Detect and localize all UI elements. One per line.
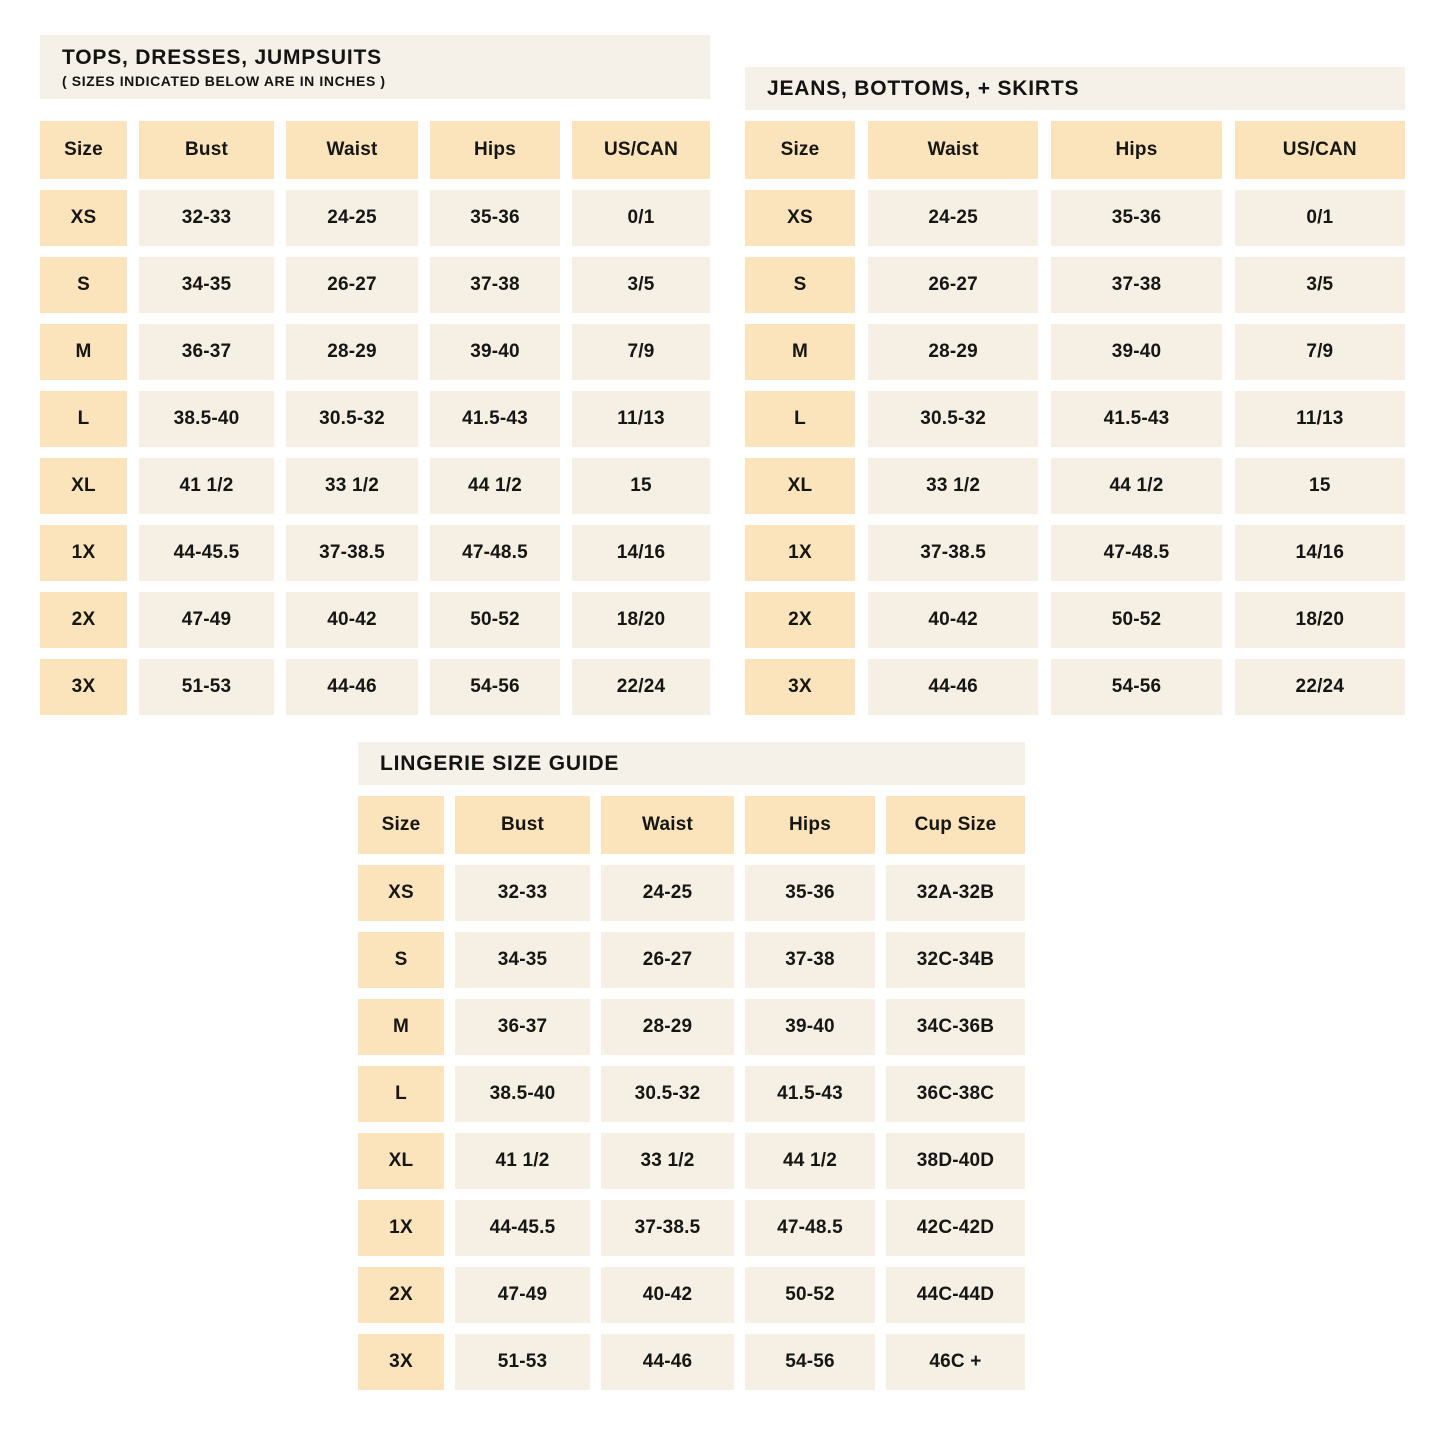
tops-data-cell: 50-52 [430,592,560,648]
jeans-column-header: US/CAN [1235,121,1405,179]
jeans-size-table [745,67,1405,715]
jeans-data-cell: 54-56 [1051,659,1221,715]
jeans-data-cell: 44 1/2 [1051,458,1221,514]
jeans-data-cell: 47-48.5 [1051,525,1221,581]
tops-size-cell: M [40,324,127,380]
jeans-data-cell: 7/9 [1235,324,1405,380]
tops-data-cell: 44-45.5 [139,525,274,581]
tops-column-header: US/CAN [572,121,710,179]
tops-data-cell: 37-38 [430,257,560,313]
jeans-data-cell: 33 1/2 [868,458,1038,514]
lingerie-data-cell: 39-40 [745,999,875,1055]
tops-data-cell: 44-46 [286,659,418,715]
lingerie-data-cell: 33 1/2 [601,1133,734,1189]
lingerie-data-cell: 44-45.5 [455,1200,590,1256]
lingerie-data-cell: 32-33 [455,865,590,921]
jeans-column-header: Waist [868,121,1038,179]
jeans-size-cell: M [745,324,855,380]
tops-title-band [40,35,710,99]
tops-data-cell: 41.5-43 [430,391,560,447]
jeans-data-cell: 0/1 [1235,190,1405,246]
lingerie-column-header: Hips [745,796,875,854]
tops-size-cell: XL [40,458,127,514]
lingerie-data-cell: 41 1/2 [455,1133,590,1189]
tops-data-cell: 44 1/2 [430,458,560,514]
lingerie-size-grid [358,796,1025,1390]
jeans-data-cell: 37-38.5 [868,525,1038,581]
tops-data-cell: 3/5 [572,257,710,313]
jeans-size-cell: S [745,257,855,313]
lingerie-column-header: Waist [601,796,734,854]
tops-data-cell: 41 1/2 [139,458,274,514]
lingerie-data-cell: 46C + [886,1334,1025,1390]
lingerie-data-cell: 26-27 [601,932,734,988]
tops-data-cell: 34-35 [139,257,274,313]
lingerie-data-cell: 34-35 [455,932,590,988]
tops-data-cell: 54-56 [430,659,560,715]
tops-column-header: Bust [139,121,274,179]
tops-data-cell: 35-36 [430,190,560,246]
lingerie-data-cell: 38D-40D [886,1133,1025,1189]
lingerie-data-cell: 47-48.5 [745,1200,875,1256]
tops-data-cell: 40-42 [286,592,418,648]
jeans-column-header: Size [745,121,855,179]
lingerie-data-cell: 24-25 [601,865,734,921]
lingerie-data-cell: 44 1/2 [745,1133,875,1189]
lingerie-size-table [358,742,1025,1390]
jeans-data-cell: 30.5-32 [868,391,1038,447]
tops-size-cell: 2X [40,592,127,648]
tops-size-grid [40,121,710,715]
jeans-data-cell: 44-46 [868,659,1038,715]
lingerie-data-cell: 40-42 [601,1267,734,1323]
jeans-size-cell: XS [745,190,855,246]
lingerie-size-cell: S [358,932,444,988]
tops-size-table [40,35,710,715]
lingerie-data-cell: 44-46 [601,1334,734,1390]
tops-data-cell: 28-29 [286,324,418,380]
tops-size-cell: S [40,257,127,313]
lingerie-size-cell: M [358,999,444,1055]
jeans-data-cell: 39-40 [1051,324,1221,380]
tops-data-cell: 18/20 [572,592,710,648]
tops-data-cell: 36-37 [139,324,274,380]
jeans-title-band [745,67,1405,110]
tops-data-cell: 38.5-40 [139,391,274,447]
lingerie-data-cell: 32A-32B [886,865,1025,921]
lingerie-data-cell: 28-29 [601,999,734,1055]
tops-column-header: Size [40,121,127,179]
jeans-data-cell: 18/20 [1235,592,1405,648]
jeans-data-cell: 28-29 [868,324,1038,380]
lingerie-data-cell: 37-38 [745,932,875,988]
tops-size-cell: XS [40,190,127,246]
lingerie-title: LINGERIE SIZE GUIDE [380,751,620,775]
jeans-column-header: Hips [1051,121,1221,179]
tops-data-cell: 11/13 [572,391,710,447]
lingerie-size-cell: XS [358,865,444,921]
tops-size-cell: L [40,391,127,447]
lingerie-size-cell: 3X [358,1334,444,1390]
lingerie-data-cell: 38.5-40 [455,1066,590,1122]
tops-data-cell: 7/9 [572,324,710,380]
jeans-data-cell: 40-42 [868,592,1038,648]
lingerie-data-cell: 44C-44D [886,1267,1025,1323]
lingerie-data-cell: 35-36 [745,865,875,921]
tops-column-header: Hips [430,121,560,179]
tops-data-cell: 33 1/2 [286,458,418,514]
tops-data-cell: 22/24 [572,659,710,715]
tops-data-cell: 24-25 [286,190,418,246]
jeans-data-cell: 24-25 [868,190,1038,246]
jeans-data-cell: 14/16 [1235,525,1405,581]
lingerie-title-band [358,742,1025,785]
lingerie-data-cell: 54-56 [745,1334,875,1390]
lingerie-data-cell: 36-37 [455,999,590,1055]
jeans-data-cell: 37-38 [1051,257,1221,313]
lingerie-column-header: Cup Size [886,796,1025,854]
lingerie-data-cell: 30.5-32 [601,1066,734,1122]
jeans-data-cell: 15 [1235,458,1405,514]
jeans-size-cell: 3X [745,659,855,715]
tops-subtitle: ( SIZES INDICATED BELOW ARE IN INCHES ) [62,72,386,89]
tops-data-cell: 47-48.5 [430,525,560,581]
lingerie-data-cell: 36C-38C [886,1066,1025,1122]
jeans-data-cell: 22/24 [1235,659,1405,715]
tops-data-cell: 14/16 [572,525,710,581]
lingerie-data-cell: 51-53 [455,1334,590,1390]
lingerie-column-header: Size [358,796,444,854]
tops-title: TOPS, DRESSES, JUMPSUITS [62,45,382,69]
jeans-size-cell: L [745,391,855,447]
jeans-size-grid [745,121,1405,715]
lingerie-size-cell: 1X [358,1200,444,1256]
tops-data-cell: 32-33 [139,190,274,246]
jeans-data-cell: 3/5 [1235,257,1405,313]
lingerie-data-cell: 42C-42D [886,1200,1025,1256]
tops-data-cell: 30.5-32 [286,391,418,447]
lingerie-size-cell: L [358,1066,444,1122]
lingerie-column-header: Bust [455,796,590,854]
jeans-size-cell: XL [745,458,855,514]
tops-size-cell: 3X [40,659,127,715]
tops-data-cell: 39-40 [430,324,560,380]
tops-data-cell: 0/1 [572,190,710,246]
tops-data-cell: 47-49 [139,592,274,648]
tops-size-cell: 1X [40,525,127,581]
jeans-data-cell: 35-36 [1051,190,1221,246]
tops-column-header: Waist [286,121,418,179]
lingerie-size-cell: 2X [358,1267,444,1323]
tops-data-cell: 26-27 [286,257,418,313]
tops-data-cell: 51-53 [139,659,274,715]
tops-data-cell: 37-38.5 [286,525,418,581]
lingerie-data-cell: 50-52 [745,1267,875,1323]
tops-data-cell: 15 [572,458,710,514]
lingerie-data-cell: 37-38.5 [601,1200,734,1256]
jeans-data-cell: 11/13 [1235,391,1405,447]
lingerie-data-cell: 34C-36B [886,999,1025,1055]
jeans-size-cell: 2X [745,592,855,648]
jeans-title: JEANS, BOTTOMS, + SKIRTS [767,76,1080,100]
lingerie-data-cell: 41.5-43 [745,1066,875,1122]
lingerie-data-cell: 47-49 [455,1267,590,1323]
jeans-data-cell: 41.5-43 [1051,391,1221,447]
lingerie-size-cell: XL [358,1133,444,1189]
jeans-size-cell: 1X [745,525,855,581]
lingerie-data-cell: 32C-34B [886,932,1025,988]
jeans-data-cell: 26-27 [868,257,1038,313]
jeans-data-cell: 50-52 [1051,592,1221,648]
